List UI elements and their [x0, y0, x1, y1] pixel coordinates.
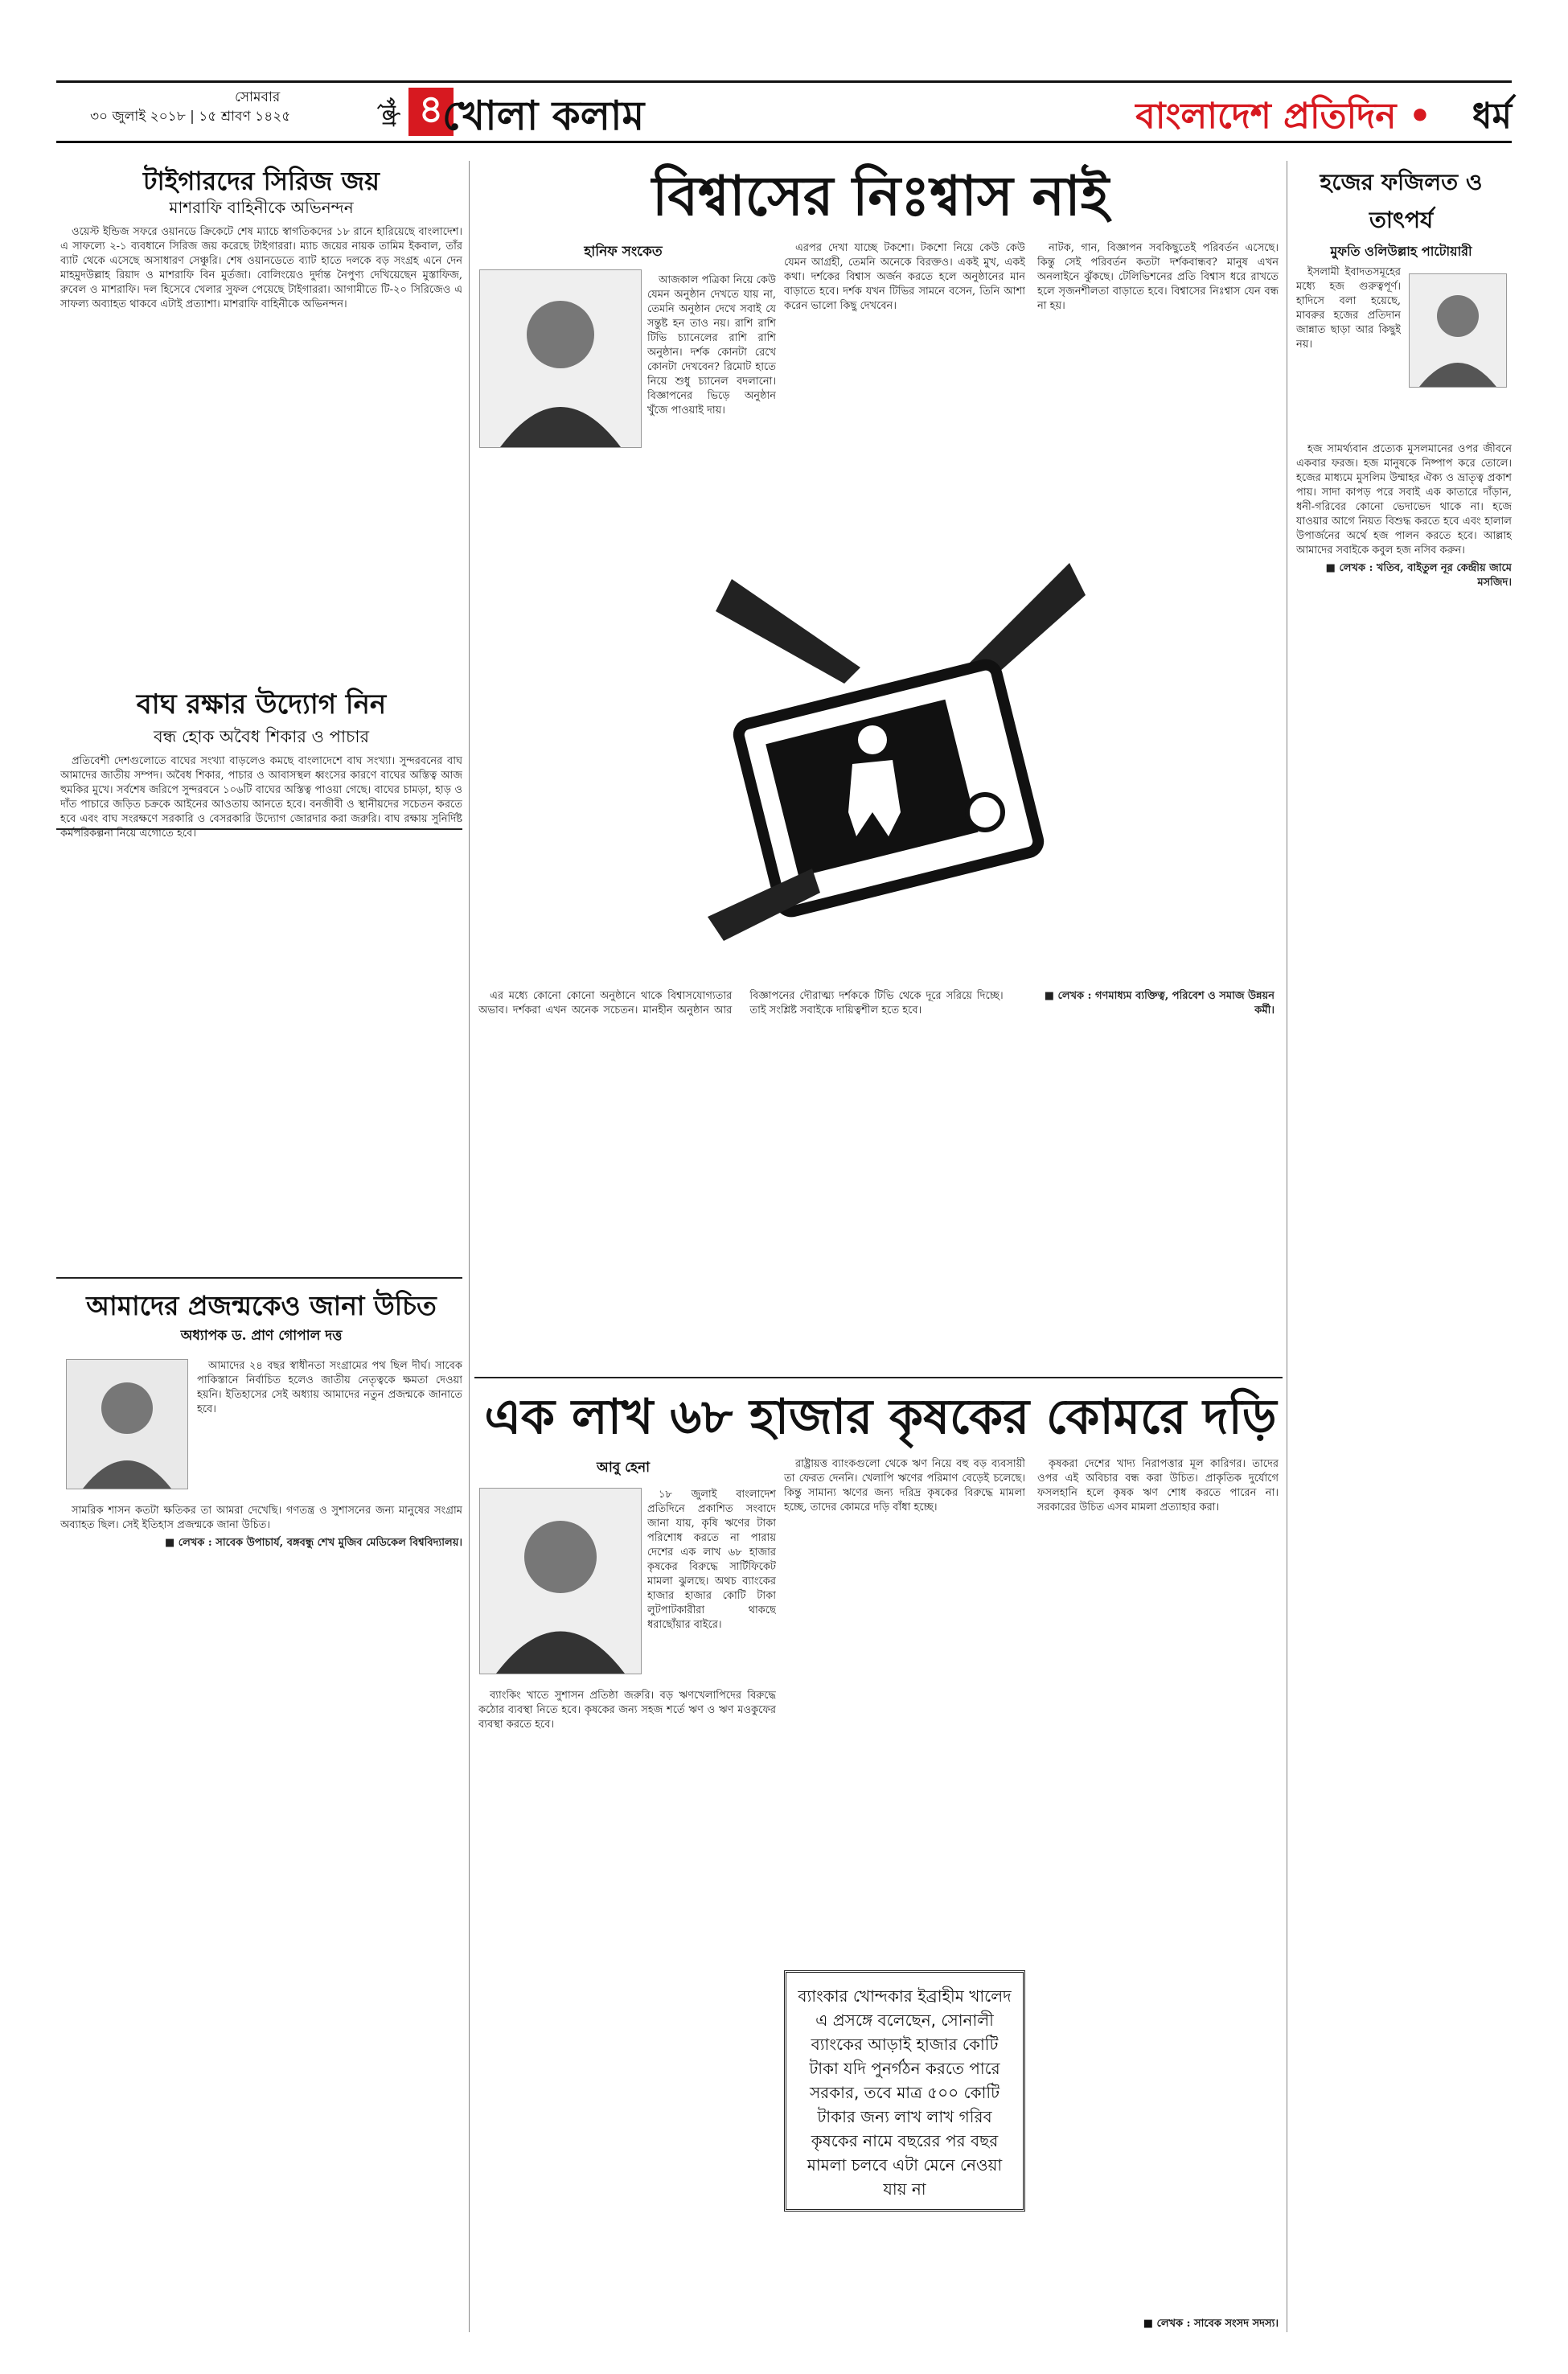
editorial-title: টাইগারদের সিরিজ জয়: [143, 166, 380, 196]
article-body: [197, 1359, 462, 1496]
topic-title: ধর্ম: [1472, 96, 1512, 137]
author-photo: [479, 269, 642, 448]
article-body: [1296, 265, 1401, 434]
section-divider: [474, 1377, 1283, 1378]
date: ৩০ জুলাই ২০১৮ | ১৫ শ্রাবণ ১৪২৫: [90, 109, 291, 125]
author-portrait-icon: [480, 1489, 641, 1674]
feature-body: [478, 989, 1275, 1327]
paragraph: এর মধ্যে কোনো কোনো অনুষ্ঠানে থাকে বিশ্বাসযোগ্যতার অভাব। দর্শকরা এখন অনেক সচেতন। মানহীন অনুষ্ঠান আর বিজ্ঞাপনের দৌরাত্ম্য দর্শককে টিভি থেকে দূরে সরিয়ে দিচ্ছে। তাই সংশ্লিষ্ট সবাইকে দায়িত্বশীল হতে হবে।: [478, 990, 1004, 1017]
feature-byline: হানিফ সংকেত: [584, 244, 663, 260]
author-note: ■ লেখক : সাবেক উপাচার্য, বঙ্গবন্ধু শেখ মুজিব মেডিকেল বিশ্ববিদ্যালয়।: [164, 1537, 462, 1549]
author-note: ■ লেখক : খতিব, বাইতুল নূর কেন্দ্রীয় জামে মসজিদ।: [1325, 562, 1512, 589]
pull-quote: ব্যাংকার খোন্দকার ইব্রাহীম খালেদ এ প্রসঙ্গে বলেছেন, সোনালী ব্যাংকের আড়াই হাজার কোটি টাকা যদি পুনর্গঠন করতে পারে সরকার, তবে মাত্র ৫০০ কোটি টাকার জন্য লাখ লাখ গরিব কৃষকের নামে বছরের পর বছর মামলা চলবে এটা মেনে নেওয়া যায় না: [784, 1970, 1025, 2212]
paragraph: এরপর দেখা যাচ্ছে টকশো। টকশো নিয়ে কেউ কেউ যেমন আগ্রহী, তেমনি অনেকে বিরক্তও। একই মুখ, একই কথা। দর্শকের বিশ্বাস অর্জন করতে হলে অনুষ্ঠানের মান বাড়াতে হবে। দর্শক যখন টিভির সামনে বসেন, তিনি আশা করেন ভালো কিছু দেখবেন।: [784, 242, 1025, 312]
author-photo: [66, 1359, 188, 1489]
brand-name: বাংলাদেশ প্রতিদিন: [1135, 96, 1397, 137]
paragraph: প্রতিবেশী দেশগুলোতে বাঘের সংখ্যা বাড়লেও কমছে বাংলাদেশে বাঘ সংখ্যা। সুন্দরবনের বাঘ আমাদের জাতীয় সম্পদ। অবৈধ শিকার, পাচার ও আবাসস্থল ধ্বংসের কারণে বাঘের অস্তিত্ব আজ হুমকির মুখে। সর্বশেষ জরিপে সুন্দরবনে ১০৬টি বাঘের অস্তিত্ব পাওয়া গেছে। বাঘের চামড়া, হাড় ও দাঁত পাচারে জড়িত চক্রকে আইনের আওতায় আনতে হবে। বনজীবী ও স্থানীয়দের সচেতন করতে হবে এবং বাঘ সংরক্ষণে সরকারি ও বেসরকারি উদ্যোগ জোরদার করা জরুরি। বাঘ রক্ষায় সুনির্দিষ্ট কর্মপরিকল্পনা নিয়ে এগোতে হবে।: [60, 755, 462, 840]
tv-illustration-icon: [700, 547, 1102, 949]
page-label: পৃষ্ঠা: [378, 97, 399, 126]
article-title: এক লাখ ৬৮ হাজার কৃষকের কোমরে দড়ি: [484, 1389, 1277, 1445]
article-body: [1296, 442, 1512, 2316]
paragraph: ১৮ জুলাই বাংলাদেশ প্রতিদিনে প্রকাশিত সংবাদে জানা যায়, কৃষি ঋণের টাকা পরিশোধ করতে না পারায় দেশের এক লাখ ৬৮ হাজার কৃষকের বিরুদ্ধে সার্টিফিকেট মামলা ঝুলছে। অথচ ব্যাংকের হাজার হাজার কোটি টাকা লুটপাটকারীরা থাকছে ধরাছোঁয়ার বাইরে।: [647, 1489, 776, 1631]
editorial-subtitle: বন্ধ হোক অবৈধ শিকার ও পাচার: [153, 727, 370, 746]
paragraph: সামরিক শাসন কতটা ক্ষতিকর তা আমরা দেখেছি। গণতন্ত্র ও সুশাসনের জন্য মানুষের সংগ্রাম অব্যাহত ছিল। সেই ইতিহাস প্রজন্মকে জানা উচিত।: [60, 1505, 462, 1531]
masthead-date: [90, 88, 290, 126]
article-body: [60, 1504, 462, 2308]
paragraph: ইসলামী ইবাদতসমূহের মধ্যে হজ গুরুত্বপূর্ণ। হাদিসে বলা হয়েছে, মাবরুর হজের প্রতিদান জান্নাত ছাড়া আর কিছুই নয়।: [1296, 266, 1401, 351]
editorial-subtitle: মাশরাফি বাহিনীকে অভিনন্দন: [169, 198, 354, 217]
paragraph: কৃষকরা দেশের খাদ্য নিরাপত্তার মূল কারিগর। তাদের ওপর এই অবিচার বন্ধ করা উচিত। প্রাকৃতিক দুর্যোগে ফসলহানি হলে কৃষক ঋণ শোধ করতে পারেন না। সরকারের উচিত এসব মামলা প্রত্যাহার করা।: [1037, 1458, 1279, 1514]
editorial-body: [60, 225, 462, 724]
feature-title: বিশ্বাসের নিঃশ্বাস নাই: [651, 165, 1110, 228]
article-title: হজের ফজিলত ও তাৎপর্য: [1320, 169, 1483, 233]
editorial-body: [60, 754, 462, 1269]
brand-logo: [1135, 89, 1431, 148]
paragraph: রাষ্ট্রায়ত্ত ব্যাংকগুলো থেকে ঋণ নিয়ে বহু বড় ব্যবসায়ী তা ফেরত দেননি। খেলাপি ঋণের পরিমাণ বেড়েই চলেছে। কিন্তু সামান্য ঋণের জন্য দরিদ্র কৃষকের বিরুদ্ধে মামলা হচ্ছে, তাদের কোমরে দড়ি বাঁধা হচ্ছে।: [784, 1458, 1025, 1514]
article-body: [647, 1488, 776, 1681]
article-byline: আবু হেনা: [596, 1460, 651, 1476]
author-portrait-icon: [1410, 274, 1506, 387]
paragraph: ব্যাংকিং খাতে সুশাসন প্রতিষ্ঠা জরুরি। বড় ঋণখেলাপিদের বিরুদ্ধে কঠোর ব্যবস্থা নিতে হবে। কৃষকের জন্য সহজ শর্তে ঋণ ও ঋণ মওকুফের ব্যবস্থা করতে হবে।: [478, 1690, 776, 1731]
author-note: ■ লেখক : গণমাধ্যম ব্যক্তিত্ব, পরিবেশ ও সমাজ উন্নয়ন কর্মী।: [1044, 990, 1275, 1017]
masthead: [56, 80, 1512, 143]
article-body: [1037, 1457, 1279, 2326]
section-title: খোলা কলাম: [442, 92, 645, 139]
article-title: আমাদের প্রজন্মকেও জানা উচিত: [86, 1290, 437, 1321]
editorial-title: বাঘ রক্ষার উদ্যোগ নিন: [136, 688, 387, 721]
paragraph: আজকাল পত্রিকা নিয়ে কেউ যেমন অনুষ্ঠান দেখতে যায় না, তেমনি অনুষ্ঠান দেখে সবাই যে সন্তুষ্ট হন তাও নয়। রাশি রাশি টিভি চ্যানেলের রাশি রাশি অনুষ্ঠান। দর্শক কোনটা রেখে কোনটা দেখবেন? রিমোট হাতে নিয়ে শুধু চ্যানেল বদলানো। বিজ্ঞাপনের ভিড়ে অনুষ্ঠান খুঁজে পাওয়াই দায়।: [647, 274, 776, 417]
author-photo: [1409, 273, 1507, 388]
author-portrait-icon: [67, 1360, 187, 1489]
feature-body: [647, 273, 776, 450]
author-photo: [479, 1488, 642, 1674]
feature-illustration: [700, 547, 1102, 949]
weekday: সোমবার: [235, 89, 281, 105]
paragraph: আমাদের ২৪ বছর স্বাধীনতা সংগ্রামের পথ ছিল দীর্ঘ। সাবেক পাকিস্তানে নির্বাচিত হলেও জাতীয় নেতৃত্বকে ক্ষমতা দেওয়া হয়নি। ইতিহাসের সেই অধ্যায় আমাদের নতুন প্রজন্মকে জানাতে হবে।: [197, 1360, 462, 1415]
author-note: ■ লেখক : সাবেক সংসদ সদস্য।: [1143, 2318, 1279, 2330]
article-byline: মুফতি ওলিউল্লাহ পাটোয়ারী: [1330, 244, 1472, 259]
brand-separator: •: [1408, 96, 1431, 137]
page-number: ৪: [408, 88, 454, 136]
paragraph: হজ সামর্থ্যবান প্রত্যেক মুসলমানের ওপর জীবনে একবার ফরজ। হজ মানুষকে নিষ্পাপ করে তোলে। হজের মাধ্যমে মুসলিম উম্মাহর ঐক্য ও ভ্রাতৃত্ব প্রকাশ পায়। সাদা কাপড় পরে সবাই এক কাতারে দাঁড়ান, ধনী-গরিবের কোনো ভেদাভেদ থাকে না। হজে যাওয়ার আগে নিয়ত বিশুদ্ধ করতে হবে এবং হালাল উপার্জনের অর্থে হজ পালন করতে হবে। আল্লাহ আমাদের সবাইকে কবুল হজ নসিব করুন।: [1296, 443, 1512, 557]
article-body: [478, 1689, 776, 2324]
section-divider: [56, 1277, 462, 1279]
column-rule: [469, 161, 470, 2332]
author-portrait-icon: [480, 270, 641, 447]
article-body: [784, 1457, 1025, 1972]
article-byline: অধ্যাপক ড. প্রাণ গোপাল দত্ত: [180, 1328, 343, 1344]
paragraph: ওয়েস্ট ইন্ডিজ সফরে ওয়ানডে ক্রিকেটে শেষ ম্যাচে স্বাগতিকদের ১৮ রানে হারিয়েছে বাংলাদেশ। এ সাফল্যে ২-১ ব্যবধানে সিরিজ জয় করেছে টাইগাররা। ম্যাচ জয়ের নায়ক তামিম ইকবাল, তাঁর ব্যাট থেকে এসেছে অসাধারণ সেঞ্চুরি। শেষ ওয়ানডেতে ব্যাট হাতে দলকে বড় সংগ্রহ এনে দেন মাহমুদউল্লাহ রিয়াদ ও মাশরাফি বিন মুর্তজা। বোলিংয়েও দুর্দান্ত নৈপুণ্য দেখিয়েছেন মুস্তাফিজ, রুবেল ও মাশরাফি। দল হিসেবে খেলার সুফল পেয়েছে টাইগাররা। আগামীতে টি-২০ সিরিজেও এ সাফল্য অব্যাহত থাকবে এটাই প্রত্যাশা। মাশরাফি বাহিনীকে অভিনন্দন।: [60, 226, 462, 310]
paragraph: নাটক, গান, বিজ্ঞাপন সবকিছুতেই পরিবর্তন এসেছে। কিন্তু সেই পরিবর্তন কতটা দর্শকবান্ধব? মানুষ এখন অনলাইনে ঝুঁকছে। টেলিভিশনের প্রতি বিশ্বাস ধরে রাখতে হলে সৃজনশীলতা বাড়াতে হবে। বিশ্বাসের নিঃশ্বাস যেন বন্ধ না হয়।: [1037, 242, 1279, 312]
